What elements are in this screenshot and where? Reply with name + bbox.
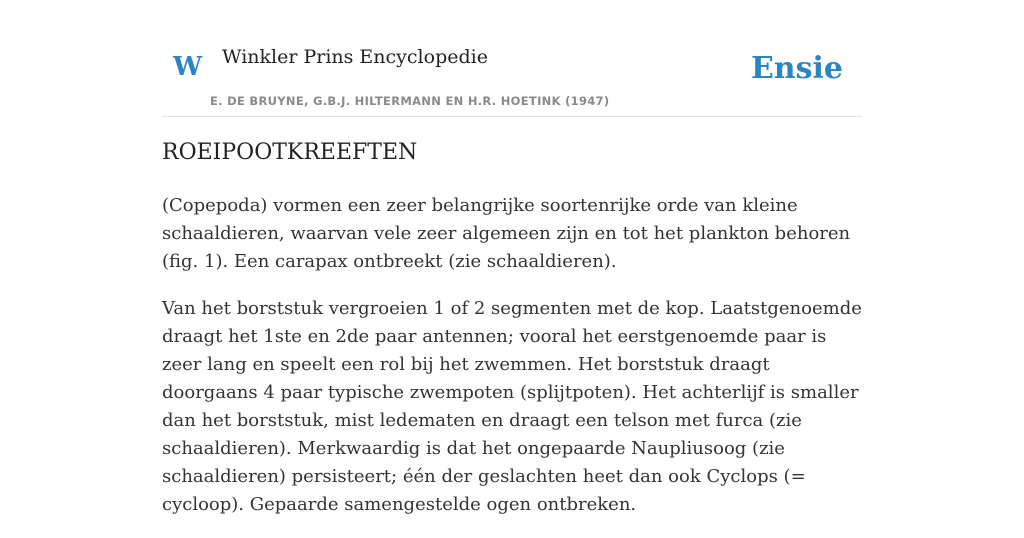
entry-title: ROEIPOOTKREEFTEN [162, 140, 418, 165]
site-header [162, 0, 862, 117]
winkler-prins-logo[interactable]: W [173, 52, 203, 82]
entry-paragraph-2: Van het borststuk vergroeien 1 of 2 segmenten met de kop. Laatstgenoemde draagt het 1ste en 2de paar antennen; vooral het eerstgenoemde paar is zeer lang en speelt een rol bij het zwemmen. Het borststuk draagt doorgaans 4 paar typische zwempoten (splijtpoten). Het achterlijf is smaller dan het borststuk, mist ledematen en draagt een telson met furca (zie schaaldieren). Merkwaardig is dat het ongepaarde Naupliusoog (zie schaaldieren) persisteert; één der geslachten heet dan ook Cyclops (= cycloop). Gepaarde samengestelde ogen ontbreken. [162, 298, 862, 515]
ensie-logo-link[interactable]: Ensie [750, 51, 843, 86]
entry-body [162, 192, 864, 538]
entry-paragraph-1: (Copepoda) vormen een zeer belangrijke soortenrijke orde van kleine schaaldieren, waarvan vele zeer algemeen zijn en tot het plankton behoren (fig. 1). Een carapax ontbreekt (zie schaaldieren). [162, 195, 851, 272]
book-authors: E. DE BRUYNE, G.B.J. HILTERMANN EN H.R. HOETINK (1947) [210, 94, 610, 108]
book-title[interactable]: Winkler Prins Encyclopedie [222, 46, 488, 68]
